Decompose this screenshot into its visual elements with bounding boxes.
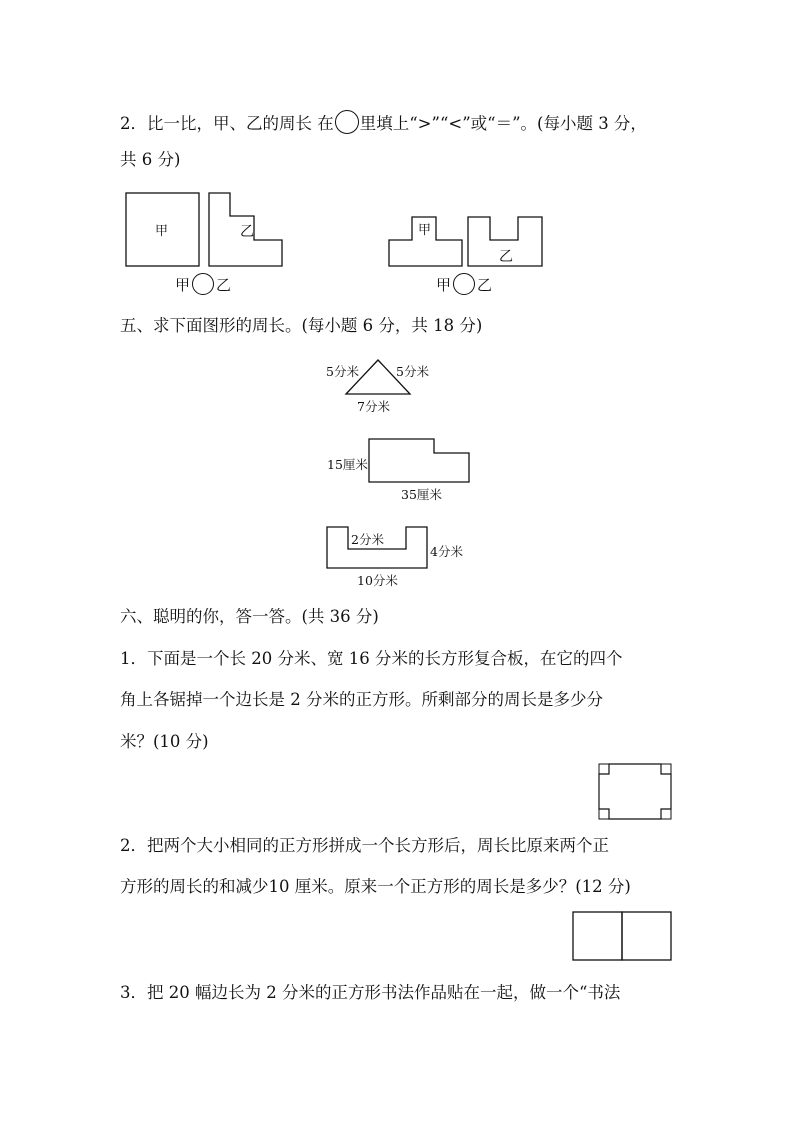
triangle-left-label: 5分米 xyxy=(326,364,359,379)
label-jia-2: 甲 xyxy=(418,223,432,238)
q6-1-line-2: 角上各锯掉一个边长是 2 分米的正方形。所剩部分的周长是多少分 xyxy=(120,690,603,709)
section-6-heading: 六、聪明的你，答一答。(共 36 分) xyxy=(120,607,379,626)
label-yi-1: 乙 xyxy=(240,224,254,240)
section-5-heading: 五、求下面图形的周长。(每小题 6 分，共 18 分) xyxy=(120,316,483,335)
compare-1-left: 甲 xyxy=(175,276,191,294)
compare-2-left: 甲 xyxy=(436,276,452,294)
stepped-height-label: 15厘米 xyxy=(327,457,368,472)
q2-text-b: 里填上“>”“<”或“＝”。(每小题 3 分， xyxy=(359,114,647,133)
ushape-inner-label: 2分米 xyxy=(351,532,384,547)
compare-1-right: 乙 xyxy=(216,276,232,294)
square-right xyxy=(622,912,671,960)
triangle-right-label: 5分米 xyxy=(396,364,429,379)
label-yi-2: 乙 xyxy=(499,249,513,265)
compare-2-right: 乙 xyxy=(477,276,493,294)
label-jia-1: 甲 xyxy=(155,224,169,239)
ushape-width-label: 10分米 xyxy=(357,573,398,588)
q6-1-line-1: 1．下面是一个长 20 分米、宽 16 分米的长方形复合板，在它的四个 xyxy=(120,649,623,668)
q6-3-line-1: 3．把 20 幅边长为 2 分米的正方形书法作品贴在一起，做一个“书法 xyxy=(120,983,621,1002)
q2-text-a: 2．比一比，甲、乙的周长 在 xyxy=(120,114,334,133)
q6-1-line-3: 米？(10 分) xyxy=(120,732,209,751)
triangle-base-label: 7分米 xyxy=(357,399,390,414)
ushape-height-label: 4分米 xyxy=(430,544,463,559)
stepped-width-label: 35厘米 xyxy=(401,487,442,502)
square-left xyxy=(573,912,622,960)
q6-2-line-2: 方形的周长的和减少10 厘米。原来一个正方形的周长是多少？(12 分) xyxy=(120,877,631,896)
q2-line-2: 共 6 分) xyxy=(120,150,181,169)
q6-2-line-1: 2．把两个大小相同的正方形拼成一个长方形后，周长比原来两个正 xyxy=(120,836,609,855)
